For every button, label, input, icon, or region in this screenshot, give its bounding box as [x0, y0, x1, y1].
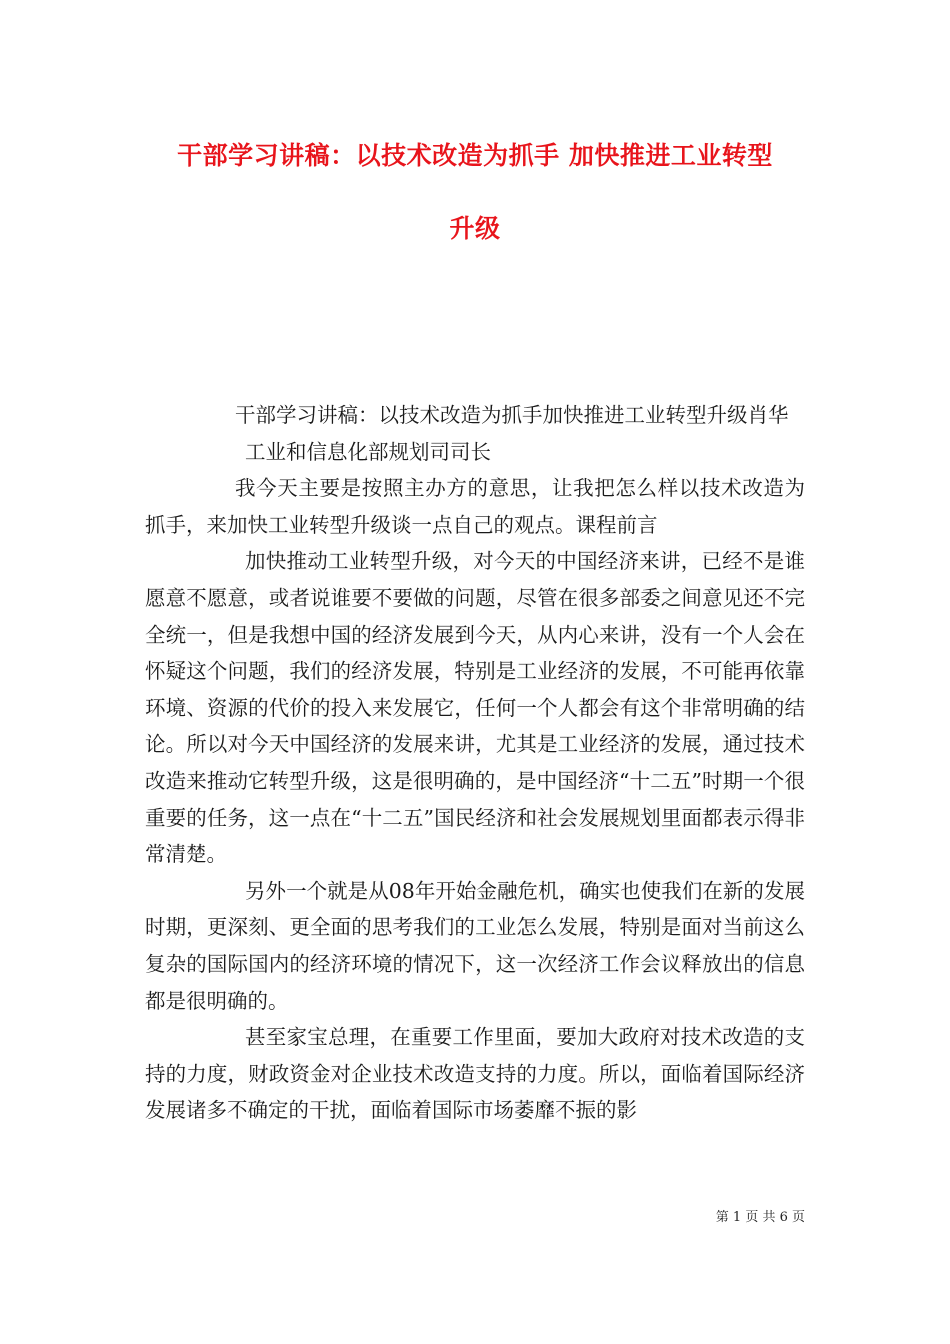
body-paragraph-heading: 干部学习讲稿：以技术改造为抓手加快推进工业转型升级肖华 — [235, 403, 789, 427]
body-paragraph: 加快推动工业转型升级，对今天的中国经济来讲，已经不是谁愿意不愿意，或者说谁要不要做的问题，尽管在很多部委之间意见还不完全统一，但是我想中国的经济发展到今天，从内心来讲，没有一个人会在怀疑这个问题，我们的经济发展，特别是工业经济的发展，不可能再依靠环境、资源的代价的投入来发展它，任何一个人都会有这个非常明确的结论。所以对今天中国经济的发展来讲，尤其是工业经济的发展，通过技术改造来推动它转型升级，这是很明确的，是中国经济“十二五”时期一个很重要的任务，这一点在“十二五”国民经济和社会发展规划里面都表示得非常清楚。 — [145, 549, 805, 867]
body-paragraph: 甚至家宝总理，在重要工作里面，要加大政府对技术改造的支持的力度，财政资金对企业技术改造支持的力度。所以，面临着国际经济发展诸多不确定的干扰，面临着国际市场萎靡不振的影 — [145, 1025, 805, 1123]
document-body — [145, 397, 805, 1129]
body-paragraph: 另外一个就是从08年开始金融危机，确实也使我们在新的发展时期，更深刻、更全面的思考我们的工业怎么发展，特别是面对当前这么复杂的国际国内的经济环境的情况下，这一次经济工作会议释放出的信息都是很明确的。 — [145, 878, 805, 1013]
page-number-footer: 第 1 页 共 6 页 — [715, 1210, 805, 1225]
body-paragraph-author-title: 工业和信息化部规划司司长 — [245, 439, 491, 464]
body-paragraph: 我今天主要是按照主办方的意思，让我把怎么样以技术改造为抓手，来加快工业转型升级谈一点自己的观点。课程前言 — [145, 476, 805, 537]
document-title-line-2: 升级 — [449, 214, 501, 243]
document-title-line-1: 干部学习讲稿：以技术改造为抓手 加快推进工业转型 — [177, 141, 773, 170]
